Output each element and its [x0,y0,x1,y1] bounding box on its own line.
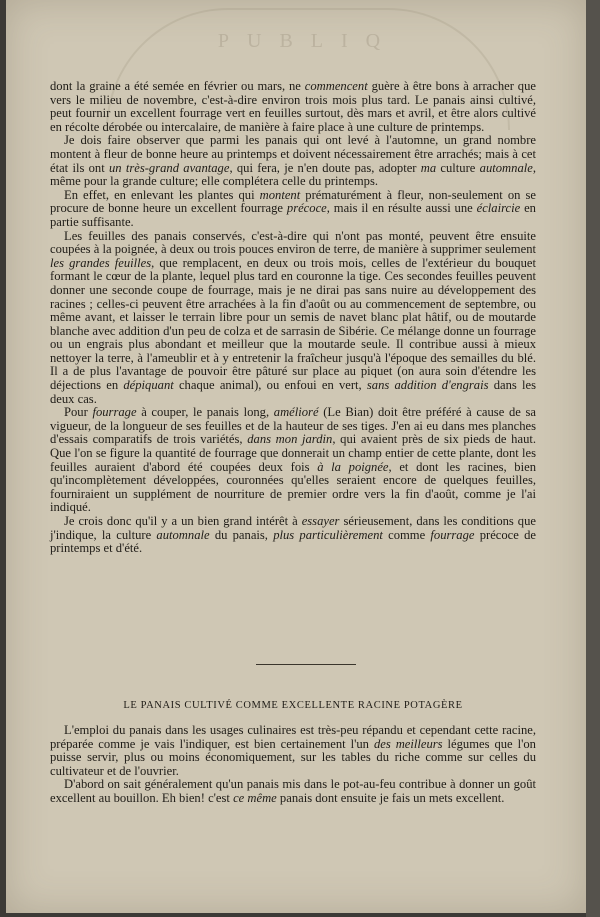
body-text-section-2 [50,724,536,806]
paragraph [50,230,536,407]
paragraph [50,189,536,230]
italic-text: amélioré [273,405,319,420]
italic-text: dépiquant [123,378,174,393]
italic-text: fourrage [430,527,475,542]
italic-text: fourrage [92,405,137,420]
paragraph [50,134,536,188]
text-segment: panais dont ensuite je fais un mets excellent. [276,790,505,805]
paragraph [50,778,536,805]
text-segment: dont la graine a été semée en février ou mars, ne [50,79,305,93]
italic-text: sans addition d'engrais [366,378,489,393]
paragraph [50,406,536,515]
italic-text: commencent [304,79,368,93]
text-segment: chaque animal), ou enfoui en vert, [173,378,367,393]
paragraph [50,515,536,556]
text-segment: guère à être bons à arracher que vers le milieu de novembre, c'est-à-dire environ trois mois plus tard. Le panais ainsi cultivé, peut fournir un excellent fourrage vert en feuilles surtout, dès mars et avril, et être alors cultivé en récolte dérobée ou intercalaire, de manière à faire place à une culture de printemps. [50,79,536,134]
text-segment: , qui fera, je n'en doute pas, adopter [229,160,421,175]
text-segment: légumes que l'on puisse servir, plus ou moins économiquement, sur les tables du riche comme sur celles du cultivateur et de l'ouvrier. [50,736,536,778]
italic-text: un très-grand avantage [108,160,230,175]
text-segment: , mais il en résulte aussi une [326,201,477,216]
text-segment: en partie suffisante. [50,201,536,229]
text-segment: dans les deux cas. [50,378,536,406]
text-segment: , que remplacent, en deux ou trois mois, celles de l'extérieur du bouquet formant le cœur de la plante, lequel plus tard en couronne la tige. Ces secondes feuilles peuvent donner une seconde coupe de fourrage, mais je ne dirai pas sans nuire au développement des racines ; celles-ci peuvent être arrachées à la fin d'août ou au commencement de septembre, ou même avant, et laisser le terrain libre pour un semis de navet blanc plat hâtif, ou de moutarde blanche avec addition d'un peu de colza et de sarrasin de Sibérie. Ce mélange donne un fourrage ou un engrais plus abondant et meilleur que la moutarde seule. Il contribue aussi à mieux nettoyer la terre, à l'ameublir et à y entretenir la fraîcheur jusqu'à l'époque des semailles du blé. Il a de plus l'avantage de pouvoir être pâturé sur place au piquet (on aura soin d'étendre les déjections en [50,255,536,393]
italic-text: ma [420,160,437,175]
body-text-section-1 [50,80,536,556]
italic-text: essayer [301,514,340,528]
italic-text: montent [259,187,301,202]
scan-edge [586,0,600,917]
text-segment: Je dois faire observer que parmi les panais qui ont levé à l'automne, un grand nombre montent à fleur de bonne heure au printemps et doivent nécessairement être arrachés; mais à cet état ils ont [50,133,536,175]
text-segment: culture [436,160,480,175]
text-segment: En effet, en enlevant les plantes qui [64,187,260,202]
text-segment: sérieusement, dans les conditions que j'indique, la culture [50,514,536,542]
text-segment: du panais, [209,527,274,542]
italic-text: à la poignée [317,459,389,474]
italic-text: les grandes feuilles [50,255,152,270]
text-segment: prématurément à fleur, non-seulement on se procure de bonne heure un excellent fourrage [50,187,536,216]
section-divider [256,664,356,665]
text-segment: précoce de printemps et d'été. [50,527,536,556]
paragraph [50,80,536,134]
text-segment: (Le Bian) doit être préféré à cause de sa vigueur, de la longueur de ses feuilles et de la hauteur de ses tiges. J'en ai eu dans mes planches d'essais comparatifs de trois variétés, [50,405,536,447]
text-segment: , même pour la grande culture; elle complétera celle du printemps. [50,160,536,189]
text-segment: Les feuilles des panais conservés, c'est-à-dire qui n'ont pas monté, peuvent être ensuite coupées à la poignée, à deux ou trois pouces environ de terre, de manière à supprimer seulement [50,228,536,257]
italic-text: éclaircie [476,201,521,216]
text-segment: à couper, le panais long, [136,405,274,420]
text-segment: , et dont les racines, bien qu'incomplètement développées, couronnées qu'elles seraient encore de quelques feuilles, fourniraient un supplément de nourriture de premier ordre vers la fin d'août, comme je l'ai indiqué. [50,459,536,515]
text-segment: D'abord on sait généralement qu'un panais mis dans le pot-au-feu contribue à donner un goût excellent au bouillon. Eh bien! c'est [50,777,536,805]
italic-text: précoce [286,201,327,216]
section-heading: LE PANAIS CULTIVÉ COMME EXCELLENTE RACINE POTAGÈRE [123,700,463,711]
italic-text: ce même [233,790,277,805]
text-segment: comme [382,527,431,542]
document-page [6,0,586,913]
italic-text: automnale [479,160,533,175]
italic-text: plus particulièrement [273,527,383,542]
italic-text: dans mon jardin [247,432,333,447]
text-segment: , qui avaient près de six pieds de haut. Que l'on se figure la quantité de fourrage que donnerait un champ entier de cette plante, dont les feuilles auraient d'abord été coupées deux fois [50,432,537,474]
text-segment: Pour [64,405,93,420]
text-segment: L'emploi du panais dans les usages culinaires est très-peu répandu et cependant cette racine, préparée comme je vais l'indiquer, est bien certainement l'un [50,723,536,751]
paragraph [50,724,536,778]
text-segment: Je crois donc qu'il y a un bien grand intérêt à [64,514,302,528]
italic-text: automnale [156,527,210,542]
italic-text: des meilleurs [373,736,443,751]
watermark-text: PUBLIQ [217,30,399,52]
